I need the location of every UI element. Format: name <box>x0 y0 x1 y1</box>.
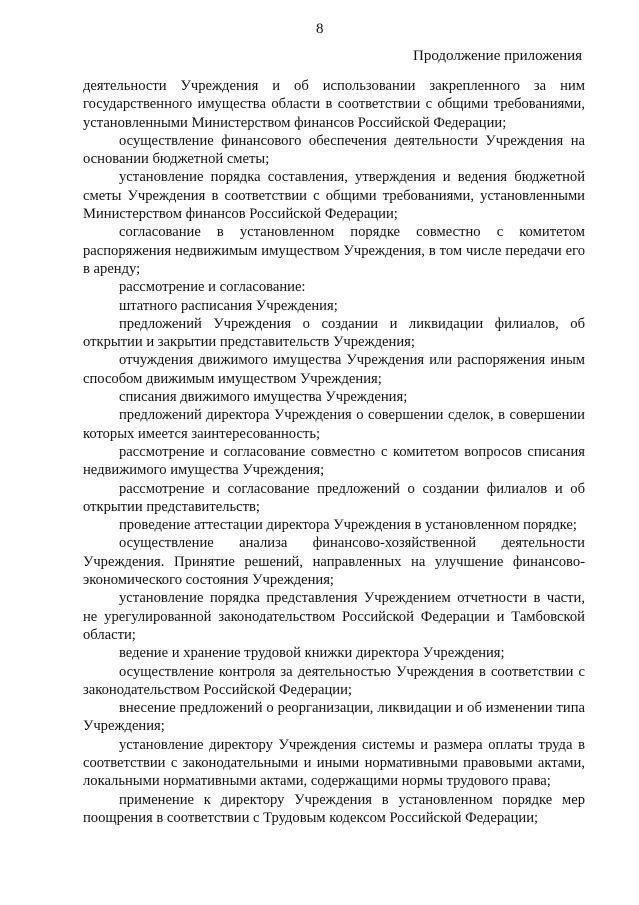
paragraph: рассмотрение и согласование предложений о создании филиалов и об открытии представительств; <box>83 480 585 515</box>
paragraph: внесение предложений о реорганизации, ликвидации и об изменении типа Учреждения; <box>83 700 585 735</box>
page-number: 8 <box>316 21 324 37</box>
paragraph: предложений Учреждения о создании и ликвидации филиалов, об открытии и закрытии представительств Учреждения; <box>83 315 585 351</box>
paragraph: отчуждения движимого имущества Учреждения или распоряжения иным способом движимым имуществом Учреждения; <box>83 352 585 387</box>
continuation-label: Продолжение приложения <box>413 48 583 64</box>
paragraph: ведение и хранение трудовой книжки директора Учреждения; <box>119 645 505 662</box>
paragraph: деятельности Учреждения и об использовании закрепленного за ним государственного имущества области в соответствии с общими требованиями, установленными Министерством финансов Российской Федерации; <box>83 78 585 131</box>
paragraph: согласование в установленном порядке совместно с комитетом распоряжения недвижимым имуществом Учреждения, в том числе передачи его в аренду; <box>83 224 585 277</box>
paragraph: установление порядка составления, утверждения и ведения бюджетной сметы Учреждения в соответствии с общими требованиями, установленными Министерством финансов Российской Федерации; <box>83 169 585 223</box>
paragraph: предложений директора Учреждения о совершении сделок, в совершении которых имеется заинтересованность; <box>83 407 585 442</box>
paragraph: штатного расписания Учреждения; <box>119 297 338 314</box>
paragraph: рассмотрение и согласование: <box>119 279 306 296</box>
paragraph: осуществление анализа финансово-хозяйственной деятельности Учреждения. Принятие решений, направленных на улучшение финансово-экономического состояния Учреждения; <box>83 535 585 589</box>
body-text <box>83 77 585 827</box>
paragraph: проведение аттестации директора Учреждения в установленном порядке; <box>119 517 577 534</box>
paragraph: установление директору Учреждения системы и размера оплаты труда в соответствии с законодательными и иными нормативными правовыми актами, локальными нормативными актами, содержащими нормы трудового права; <box>83 736 585 790</box>
paragraph: рассмотрение и согласование совместно с комитетом вопросов списания недвижимого имущества Учреждения; <box>83 443 585 479</box>
paragraph: установление порядка представления Учреждением отчетности в части, не урегулированной законодательством Российской Федерации и Тамбовской области; <box>83 590 585 643</box>
paragraph: осуществление финансового обеспечения деятельности Учреждения на основании бюджетной сметы; <box>83 132 585 168</box>
paragraph: осуществление контроля за деятельностью Учреждения в соответствии с законодательством Российской Федерации; <box>83 663 585 698</box>
paragraph: применение к директору Учреждения в установленном порядке мер поощрения в соответствии с Трудовым кодексом Российской Федерации; <box>83 791 585 826</box>
paragraph: списания движимого имущества Учреждения; <box>119 389 408 406</box>
